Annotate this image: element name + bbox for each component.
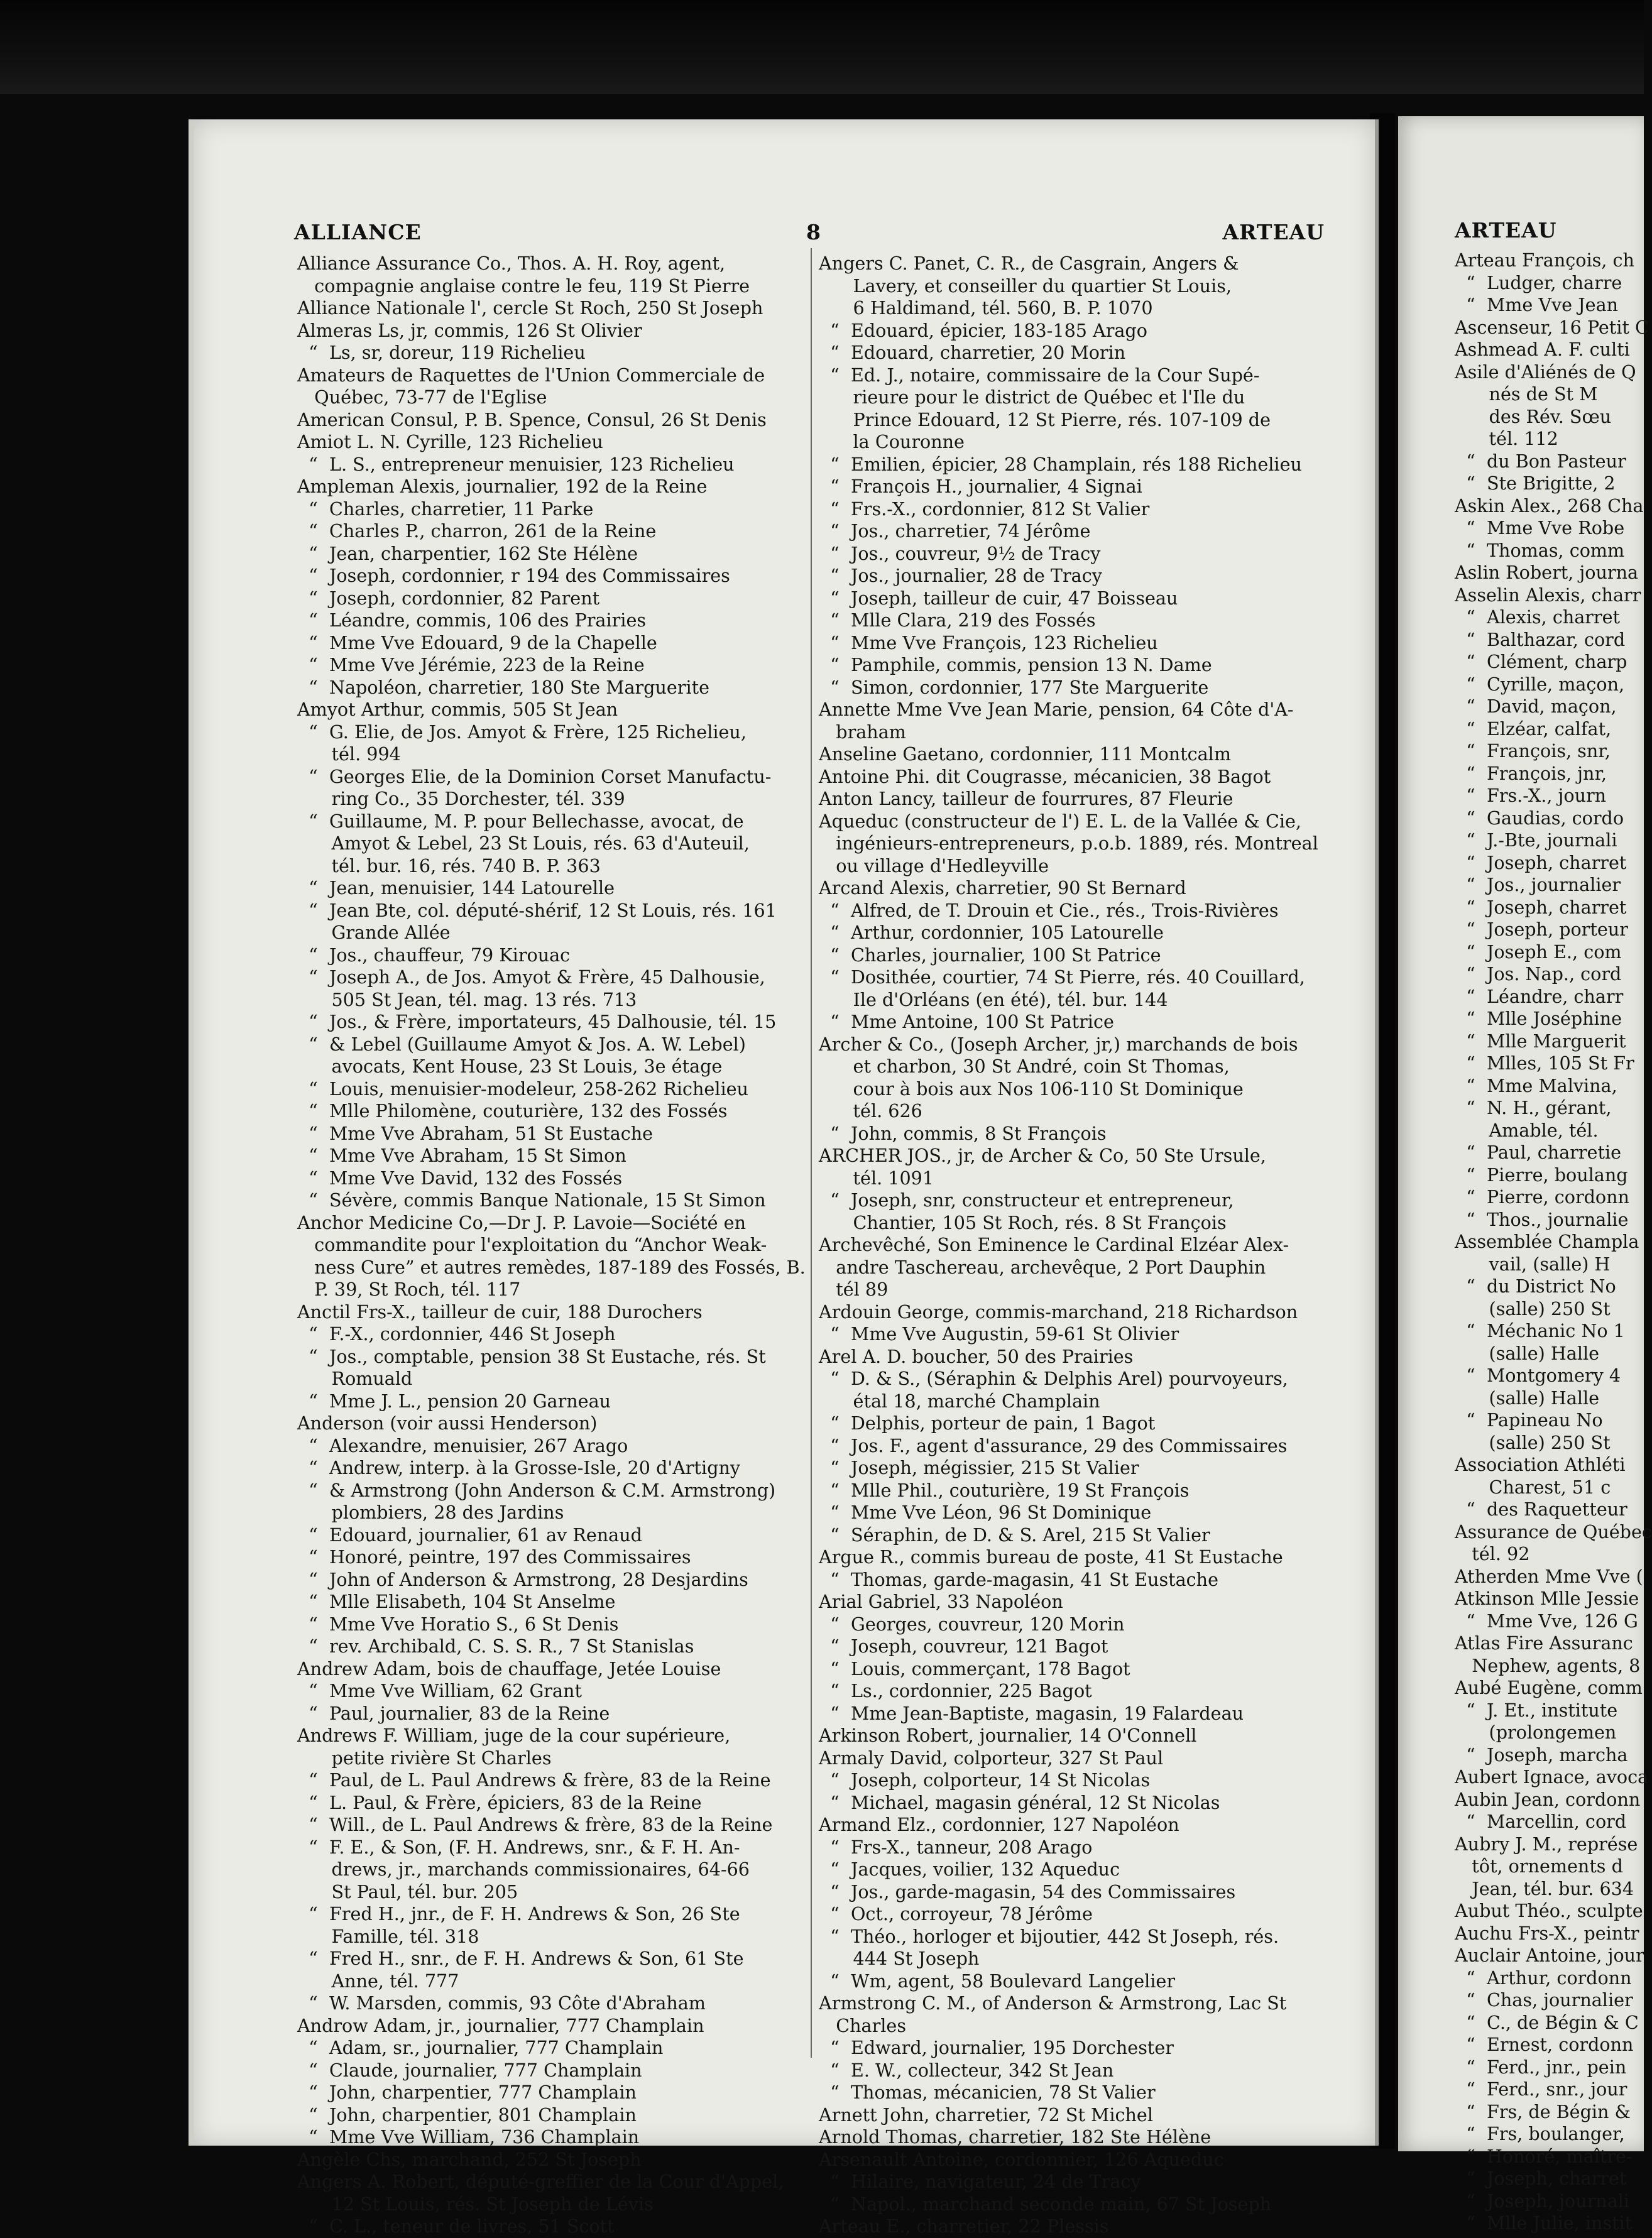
directory-line: rieure pour le district de Québec et l'Ile du [819,386,1245,408]
right-page-column [1455,249,1652,2235]
right-column [819,253,1340,2238]
directory-line: “ L. Paul, & Frère, épiciers, 83 de la Reine [297,1791,702,1813]
directory-line: Arnett John, charretier, 72 St Michel [819,2104,1153,2126]
directory-line: “ Honoré, peintre, 197 des Commissaires [297,1546,691,1568]
directory-line: “ Chas, journalier [1455,1989,1633,2011]
directory-line: “ des Raquetteur [1455,1498,1627,1520]
directory-line: “ Ferd., snr., jour [1455,2078,1627,2100]
right-page-partial [1398,116,1652,2234]
directory-line: “ Simon, cordonnier, 177 Ste Marguerite [819,676,1209,698]
directory-line: Ile d'Orléans (en été), tél. bur. 144 [819,988,1168,1010]
directory-line: Auchu Frs-X., peintr [1455,1922,1639,1944]
directory-line: “ Mme J. L., pension 20 Garneau [297,1390,611,1412]
directory-line: Arcand Alexis, charretier, 90 St Bernard [819,877,1186,898]
directory-line: Aubin Jean, cordonn [1455,1788,1641,1810]
directory-line: “ Jos. Nap., cord [1455,963,1622,985]
directory-line: ingénieurs-entrepreneurs, p.o.b. 1889, rés. Montreal [819,832,1318,854]
directory-line: Charest, 51 c [1455,1476,1611,1498]
directory-line: “ J. Et., institute [1455,1699,1618,1721]
directory-line: 6 Haldimand, tél. 560, B. P. 1070 [819,297,1153,319]
directory-line: “ Ed. J., notaire, commissaire de la Cour Supé- [819,364,1260,386]
directory-line: “ Théo., horloger et bijoutier, 442 St Joseph, rés. [819,1925,1279,1947]
directory-line: braham [819,721,906,743]
directory-line: cour à bois aux Nos 106-110 St Dominique [819,1078,1244,1100]
directory-line: Arteau E., charretier, 22 Plessis [819,2215,1109,2237]
directory-line: “ Sévère, commis Banque Nationale, 15 St Simon [297,1189,766,1211]
directory-line: Arial Gabriel, 33 Napoléon [819,1591,1063,1612]
right-page-running-head: ARTEAU [1455,218,1557,243]
directory-line: “ Adam, sr., journalier, 777 Champlain [297,2037,664,2058]
directory-line: “ Delphis, porteur de pain, 1 Bagot [819,1412,1156,1434]
directory-line: “ Mme Vve Augustin, 59-61 St Olivier [819,1323,1179,1345]
directory-line: “ Joseph, charret [1455,896,1627,918]
directory-line: “ rev. Archibald, C. S. S. R., 7 St Stanislas [297,1635,694,1657]
directory-line: Annette Mme Vve Jean Marie, pension, 64 Côte d'A- [819,699,1294,720]
directory-line: “ Mme Vve Léon, 96 St Dominique [819,1502,1152,1523]
directory-line: Angèle Chs, marchand, 252 St Joseph [297,2148,642,2170]
directory-line: “ Pamphile, commis, pension 13 N. Dame [819,654,1212,675]
scanner-background [0,0,1644,94]
directory-line: “ Jean, menuisier, 144 Latourelle [297,877,615,898]
directory-line: (salle) 250 St [1455,1297,1611,1319]
directory-line: “ Jos., charretier, 74 Jérôme [819,520,1091,542]
directory-line: “ Joseph, mégissier, 215 St Valier [819,1457,1139,1478]
directory-line: Argue R., commis bureau de poste, 41 St Eustache [819,1546,1283,1568]
directory-line: “ John, charpentier, 777 Champlain [297,2082,637,2103]
directory-line: Asile d'Aliénés de Q [1455,361,1636,383]
directory-line: “ W. Marsden, commis, 93 Côte d'Abraham [297,1992,706,2014]
directory-line: “ & Armstrong (John Anderson & C.M. Armstrong) [297,1479,776,1501]
directory-line: Aubé Eugène, comm [1455,1677,1643,1698]
directory-line: “ Hilaire, navigateur, 24 de Tracy [819,2171,1141,2192]
directory-line: “ François, jnr, [1455,762,1607,784]
directory-line: “ Dosithée, courtier, 74 St Pierre, rés. 40 Couillard, [819,966,1305,988]
directory-line: “ Mlle Joséphine [1455,1008,1622,1029]
directory-line: “ Ste Brigitte, 2 [1455,472,1616,494]
directory-line: American Consul, P. B. Spence, Consul, 26 St Denis [297,408,767,430]
directory-line: “ Wm, agent, 58 Boulevard Langelier [819,1970,1176,1992]
running-head-left: ALLIANCE [294,220,422,244]
directory-line: “ Thomas, garde-magasin, 41 St Eustache [819,1568,1219,1590]
directory-line: 444 St Joseph [819,1948,980,1969]
directory-line: tél. 1091 [819,1167,934,1189]
directory-line: Aubut Théo., sculpte [1455,1900,1643,1921]
directory-line: “ Mlle Clara, 219 des Fossés [819,609,1096,631]
directory-line: “ Frs.-X., cordonnier, 812 St Valier [819,498,1150,520]
directory-line: “ Mme Vve William, 62 Grant [297,1680,582,1701]
directory-line: drews, jr., marchands commissionaires, 64-66 [297,1859,750,1880]
directory-line: “ Joseph, journali [1455,2190,1630,2212]
directory-line: Archevêché, Son Eminence le Cardinal Elzéar Alex- [819,1234,1289,1255]
directory-line: ness Cure” et autres remèdes, 187-189 des Fossés, B. [297,1256,806,1278]
directory-line: “ Will., de L. Paul Andrews & frère, 83 de la Reine [297,1814,773,1835]
directory-line: “ E. W., collecteur, 342 St Jean [819,2059,1114,2081]
directory-line: “ Papineau No [1455,1409,1603,1431]
directory-line: “ Alexis, charret [1455,606,1621,628]
directory-line: “ Séraphin, de D. & S. Arel, 215 St Valier [819,1524,1210,1546]
directory-line: Amyot Arthur, commis, 505 St Jean [297,699,618,720]
directory-line: “ Ls, sr, doreur, 119 Richelieu [297,342,586,363]
directory-line: “ Mme Vve François, 123 Richelieu [819,631,1158,653]
directory-line: “ François, snr, [1455,740,1611,761]
running-head-right: ARTEAU [1222,220,1325,244]
directory-line: “ Mme Vve Robe [1455,517,1625,538]
directory-line: “ Edward, journalier, 195 Dorchester [819,2037,1174,2058]
directory-line: Aubert Ignace, avoca [1455,1766,1649,1788]
directory-line: “ Pierre, boulang [1455,1164,1628,1186]
directory-line: “ Charles, journalier, 100 St Patrice [819,944,1161,966]
directory-line: 505 St Jean, tél. mag. 13 rés. 713 [297,988,637,1010]
directory-line: “ Jean, charpentier, 162 Ste Hélène [297,542,638,564]
directory-line: “ Joseph E., com [1455,941,1622,963]
directory-line: (salle) 250 St [1455,1431,1611,1453]
directory-line: “ Ernest, cordonn [1455,2034,1634,2055]
directory-line: “ Oct., corroyeur, 78 Jérôme [819,1903,1093,1924]
directory-line: Arsenault Antoine, cordonnier, 126 Aqueduc [819,2148,1224,2170]
directory-line: “ Gaudias, cordo [1455,807,1624,829]
directory-line: nés de St M [1455,383,1598,405]
directory-line: “ Ferd., jnr., pein [1455,2056,1627,2078]
directory-line: “ Arthur, cordonn [1455,1967,1632,1989]
directory-line: Ascenseur, 16 Petit C [1455,316,1649,338]
directory-line: Anne, tél. 777 [297,1970,459,1992]
directory-line: “ D. & S., (Séraphin & Delphis Arel) pourvoyeurs, [819,1368,1288,1389]
directory-line: “ Mlle Phil., couturière, 19 St François [819,1479,1190,1501]
directory-line: “ Joseph, couvreur, 121 Bagot [819,1635,1108,1657]
directory-line: Arkinson Robert, journalier, 14 O'Connell [819,1725,1197,1746]
left-page [189,119,1379,2237]
directory-line: “ Mlle Marguerit [1455,1030,1626,1052]
directory-line: Atkinson Mlle Jessie [1455,1588,1639,1609]
directory-line: “ Guillaume, M. P. pour Bellechasse, avocat, de [297,810,744,832]
directory-line: Androw Adam, jr., journalier, 777 Champlain [297,2014,704,2036]
directory-line: vail, (salle) H [1455,1253,1611,1275]
directory-line: “ du Bon Pasteur [1455,450,1626,472]
directory-line: “ Jos., chauffeur, 79 Kirouac [297,944,571,966]
directory-line: “ Napoléon, charretier, 180 Ste Marguerite [297,676,710,698]
directory-line: tél. 92 [1455,1543,1530,1564]
directory-line: “ Edouard, charretier, 20 Morin [819,342,1126,363]
directory-line: ring Co., 35 Dorchester, tél. 339 [297,788,625,809]
directory-line: et charbon, 30 St André, coin St Thomas, [819,1056,1230,1077]
directory-line: “ Mme Vve David, 132 des Fossés [297,1167,623,1189]
left-column [297,253,819,2238]
directory-line: “ Frs, boulanger, [1455,2123,1625,2144]
directory-line: “ Edouard, journalier, 61 av Renaud [297,1524,642,1546]
directory-line: “ Mlle Julie, instit [1455,2212,1633,2234]
directory-line: Grande Allée [297,922,451,943]
directory-line: St Paul, tél. bur. 205 [297,1880,518,1902]
directory-line: petite rivière St Charles [297,1747,552,1769]
directory-line: 12 St Louis, rés. St Joseph de Lévis [297,2193,654,2215]
directory-line: “ Mlles, 105 St Fr [1455,1052,1634,1074]
directory-line: “ Frs, de Bégin & [1455,2100,1631,2122]
directory-line: “ Jos., & Frère, importateurs, 45 Dalhousie, tél. 15 [297,1011,777,1032]
directory-line: “ Georges Elie, de la Dominion Corset Manufactu- [297,765,772,787]
directory-line: tél. 626 [819,1100,922,1122]
directory-line: Alliance Nationale l', cercle St Roch, 250 St Joseph [297,297,763,319]
directory-line: “ Léandre, charr [1455,985,1624,1007]
directory-line: Anseline Gaetano, cordonnier, 111 Montcalm [819,743,1231,765]
directory-line: “ Fred H., jnr., de F. H. Andrews & Son, 26 Ste [297,1903,740,1924]
directory-line: commandite pour l'exploitation du “Anchor Weak- [297,1234,767,1255]
directory-line: “ Jos. F., agent d'assurance, 29 des Commissaires [819,1434,1288,1456]
directory-line: “ Mme Antoine, 100 St Patrice [819,1011,1114,1032]
directory-line: “ John, charpentier, 801 Champlain [297,2104,637,2126]
directory-line: Ardouin George, commis-marchand, 218 Richardson [819,1301,1298,1323]
directory-line: “ Paul, de L. Paul Andrews & frère, 83 de la Reine [297,1769,771,1791]
directory-line: “ Joseph, cordonnier, 82 Parent [297,587,600,609]
directory-line: Anton Lancy, tailleur de fourrures, 87 Fleurie [819,788,1234,809]
directory-line: “ Thomas, mécanicien, 78 St Valier [819,2082,1156,2103]
directory-line: “ Joseph, tailleur de cuir, 47 Boisseau [819,587,1178,609]
directory-line: Andrew Adam, bois de chauffage, Jetée Louise [297,1657,721,1679]
directory-line: “ F.-X., cordonnier, 446 St Joseph [297,1323,616,1345]
directory-line: “ Mme Vve Horatio S., 6 St Denis [297,1613,619,1635]
directory-line: la Couronne [819,431,965,452]
directory-line: “ Montgomery 4 [1455,1365,1621,1386]
directory-line: “ Georges, couvreur, 120 Morin [819,1613,1125,1635]
directory-line: (salle) Halle [1455,1342,1600,1364]
directory-line: “ Mme Vve Jérémie, 223 de la Reine [297,654,645,675]
directory-line: “ Jos., garde-magasin, 54 des Commissaires [819,1880,1236,1902]
directory-line: Assurance de Québec [1455,1520,1652,1542]
directory-line: “ Jos., journalier [1455,874,1621,895]
directory-line: Aqueduc (constructeur de l') E. L. de la Vallée & Cie, [819,810,1302,832]
directory-line: Archer & Co., (Joseph Archer, jr,) marchands de bois [819,1033,1298,1055]
directory-line: “ Thos., journalie [1455,1208,1629,1230]
directory-line: “ John, commis, 8 St François [819,1122,1107,1144]
directory-line: “ François H., journalier, 4 Signai [819,476,1142,497]
directory-line: “ Joseph, marcha [1455,1744,1628,1766]
directory-line: Atlas Fire Assuranc [1455,1632,1633,1654]
directory-line: Famille, tél. 318 [297,1925,479,1947]
directory-line: tél. 112 [1455,428,1558,449]
directory-line: “ Emilien, épicier, 28 Champlain, rés 188 Richelieu [819,453,1302,475]
directory-line: “ Charles, charretier, 11 Parke [297,498,594,520]
directory-line: “ Michael, magasin général, 12 St Nicolas [819,1791,1220,1813]
directory-line: “ Léandre, commis, 106 des Prairies [297,609,647,631]
directory-line: “ Joseph, snr, constructeur et entrepreneur, [819,1189,1234,1211]
directory-line: “ Arthur, cordonnier, 105 Latourelle [819,922,1164,943]
directory-line: “ Thomas, comm [1455,539,1625,561]
directory-line: Romuald [297,1368,413,1389]
directory-line: Angers C. Panet, C. R., de Casgrain, Angers & [819,253,1239,274]
directory-line: “ Marcellin, cord [1455,1811,1627,1832]
directory-line: “ Louis, menuisier-modeleur, 258-262 Richelieu [297,1078,748,1100]
directory-line: “ Joseph, cordonnier, r 194 des Commissaires [297,565,730,586]
directory-line: Amateurs de Raquettes de l'Union Commerciale de [297,364,765,386]
directory-line: “ Joseph, charret [1455,2168,1627,2189]
directory-line: “ L. S., entrepreneur menuisier, 123 Richelieu [297,453,735,475]
directory-line: “ Frs.-X., journ [1455,785,1607,806]
directory-line: “ Mme Vve Abraham, 15 St Simon [297,1145,626,1166]
directory-line: Ampleman Alexis, journalier, 192 de la Reine [297,476,708,497]
directory-line: tél. 994 [297,743,401,765]
directory-line: Armand Elz., cordonnier, 127 Napoléon [819,1814,1179,1835]
directory-line: “ J.-Bte, journali [1455,829,1617,851]
directory-line: “ N. H., gérant, [1455,1097,1612,1118]
page-number: 8 [806,220,821,244]
directory-line: Alliance Assurance Co., Thos. A. H. Roy, agent, [297,253,726,274]
directory-line: des Rév. Sœu [1455,405,1612,427]
directory-line: “ Edouard, épicier, 183-185 Arago [819,319,1147,341]
directory-line: plombiers, 28 des Jardins [297,1502,564,1523]
directory-line: “ Jean Bte, col. député-shérif, 12 St Louis, rés. 161 [297,899,777,921]
directory-line: “ Alfred, de T. Drouin et Cie., rés., Trois-Rivières [819,899,1279,921]
directory-line: “ Mme Jean-Baptiste, magasin, 19 Falardeau [819,1702,1244,1724]
directory-line: “ Mme Vve, 126 G [1455,1610,1638,1632]
directory-line: “ Frs-X., tanneur, 208 Arago [819,1836,1093,1858]
directory-line: “ G. Elie, de Jos. Amyot & Frère, 125 Richelieu, [297,721,747,743]
directory-line: Arnold Thomas, charretier, 182 Ste Hélène [819,2126,1212,2148]
directory-line: tôt, ornements d [1455,1855,1623,1877]
directory-line: Aubry J. M., représe [1455,1833,1638,1855]
directory-line: “ John of Anderson & Armstrong, 28 Desjardins [297,1568,748,1590]
directory-line: Québec, 73-77 de l'Eglise [297,386,547,408]
directory-line: “ Napol., marchand seconde main, 67 St Joseph [819,2193,1272,2215]
directory-line: Association Athléti [1455,1454,1626,1475]
directory-line: “ Mme Vve William, 736 Champlain [297,2126,640,2148]
directory-line: “ & Lebel (Guillaume Amyot & Jos. A. W. Lebel) [297,1033,746,1055]
directory-line: Aslin Robert, journa [1455,562,1639,583]
directory-line: Atherden Mme Vve ( [1455,1565,1643,1587]
directory-line: tél 89 [819,1279,889,1300]
directory-line: Anderson (voir aussi Henderson) [297,1412,598,1434]
directory-line: “ David, maçon, [1455,696,1617,717]
directory-line: “ Alexandre, menuisier, 267 Arago [297,1434,628,1456]
directory-line: P. 39, St Roch, tél. 117 [297,1279,521,1300]
directory-line: ARCHER JOS., jr, de Archer & Co, 50 Ste Ursule, [819,1145,1266,1166]
directory-line: “ Mlle Elisabeth, 104 St Anselme [297,1591,616,1612]
directory-line: Arteau François, ch [1455,249,1634,271]
directory-line: “ Jos., comptable, pension 38 St Eustache, rés. St [297,1345,766,1367]
directory-line: “ Pierre, cordonn [1455,1186,1629,1208]
directory-line: “ Méchanic No 1 [1455,1320,1625,1341]
directory-line: Prince Edouard, 12 St Pierre, rés. 107-109 de [819,408,1271,430]
directory-line: “ Jacques, voilier, 132 Aqueduc [819,1859,1120,1880]
directory-line: (prolongemen [1455,1722,1617,1743]
directory-line: Asselin Alexis, charr [1455,584,1641,606]
directory-line: “ Mlle Philomène, couturière, 132 des Fossés [297,1100,728,1122]
directory-line: “ Claude, journalier, 777 Champlain [297,2059,642,2081]
directory-line: Askin Alex., 268 Cha [1455,494,1644,516]
directory-line: Assemblée Champla [1455,1231,1639,1252]
directory-line: Armstrong C. M., of Anderson & Armstrong, Lac St [819,1992,1287,2014]
directory-line: (salle) Halle [1455,1387,1600,1409]
directory-line: “ C. L., teneur de livres, 51 Scott [297,2215,615,2237]
directory-line: “ Jos., journalier, 28 de Tracy [819,565,1102,586]
directory-line: “ Elzéar, calfat, [1455,718,1612,740]
directory-line: “ Paul, journalier, 83 de la Reine [297,1702,610,1724]
directory-line: ou village d'Hedleyville [819,854,1049,876]
directory-line: Antoine Phi. dit Cougrasse, mécanicien, 38 Bagot [819,765,1271,787]
directory-line: “ Ludger, charre [1455,271,1622,293]
directory-line: Ashmead A. F. culti [1455,339,1630,360]
directory-line: Arel A. D. boucher, 50 des Prairies [819,1345,1134,1367]
directory-line: “ Joseph, colporteur, 14 St Nicolas [819,1769,1151,1791]
directory-line: “ Ls., cordonnier, 225 Bagot [819,1680,1092,1701]
directory-line: andre Taschereau, archevêque, 2 Port Dauphin [819,1256,1266,1278]
directory-line: “ Mme Malvina, [1455,1074,1617,1096]
directory-line: Chantier, 105 St Roch, rés. 8 St François [819,1211,1227,1233]
directory-line: “ Joseph, porteur [1455,919,1628,940]
directory-line: “ Cyrille, maçon, [1455,673,1625,695]
directory-line: “ Balthazar, cord [1455,628,1626,650]
directory-line: “ Jos., couvreur, 9½ de Tracy [819,542,1101,564]
directory-line: “ Clément, charp [1455,651,1627,672]
directory-line: “ Honoré, maître- [1455,2145,1633,2167]
directory-line: avocats, Kent House, 23 St Louis, 3e étage [297,1056,723,1077]
directory-line: “ Joseph A., de Jos. Amyot & Frère, 45 Dalhousie, [297,966,765,988]
directory-line: Andrews F. William, juge de la cour supérieure, [297,1725,731,1746]
directory-line: “ du District No [1455,1275,1616,1297]
directory-line: Nephew, agents, 8 [1455,1654,1641,1676]
directory-line: Amyot & Lebel, 23 St Louis, rés. 63 d'Auteuil, [297,832,750,854]
directory-line: “ F. E., & Son, (F. H. Andrews, snr., & F. H. An- [297,1836,740,1858]
directory-line: “ Louis, commerçant, 178 Bagot [819,1657,1130,1679]
directory-line: “ Mme Vve Abraham, 51 St Eustache [297,1122,654,1144]
directory-line: “ C., de Bégin & C [1455,2011,1639,2033]
directory-line: “ Fred H., snr., de F. H. Andrews & Son, 61 Ste [297,1948,744,1969]
directory-line: “ Charles P., charron, 261 de la Reine [297,520,657,542]
directory-line: Anctil Frs-X., tailleur de cuir, 188 Durochers [297,1301,703,1323]
directory-line: “ Paul, charretie [1455,1142,1622,1163]
directory-line: “ Joseph, charret [1455,851,1627,873]
directory-line: étal 18, marché Champlain [819,1390,1100,1412]
directory-line: Lavery, et conseiller du quartier St Louis, [819,275,1232,297]
directory-line: “ Mme Vve Jean [1455,294,1619,315]
directory-line: tél. bur. 16, rés. 740 B. P. 363 [297,854,601,876]
directory-line: Auclair Antoine, jour [1455,1945,1644,1966]
directory-line: Angers A. Robert, député-greffier de la Cour d'Appel, [297,2171,784,2192]
directory-line: Jean, tél. bur. 634 [1455,1877,1634,1899]
directory-line: “ Mme Vve Edouard, 9 de la Chapelle [297,631,657,653]
directory-line: Almeras Ls, jr, commis, 126 St Olivier [297,319,642,341]
directory-line: Charles [819,2014,907,2036]
directory-line: Armaly David, colporteur, 327 St Paul [819,1747,1164,1769]
directory-line: compagnie anglaise contre le feu, 119 St Pierre [297,275,750,297]
directory-line: Amable, tél. [1455,1119,1599,1141]
directory-line: “ Andrew, interp. à la Grosse-Isle, 20 d'Artigny [297,1457,741,1478]
directory-line: Anchor Medicine Co,—Dr J. P. Lavoie—Société en [297,1211,746,1233]
directory-line: Amiot L. N. Cyrille, 123 Richelieu [297,431,603,452]
